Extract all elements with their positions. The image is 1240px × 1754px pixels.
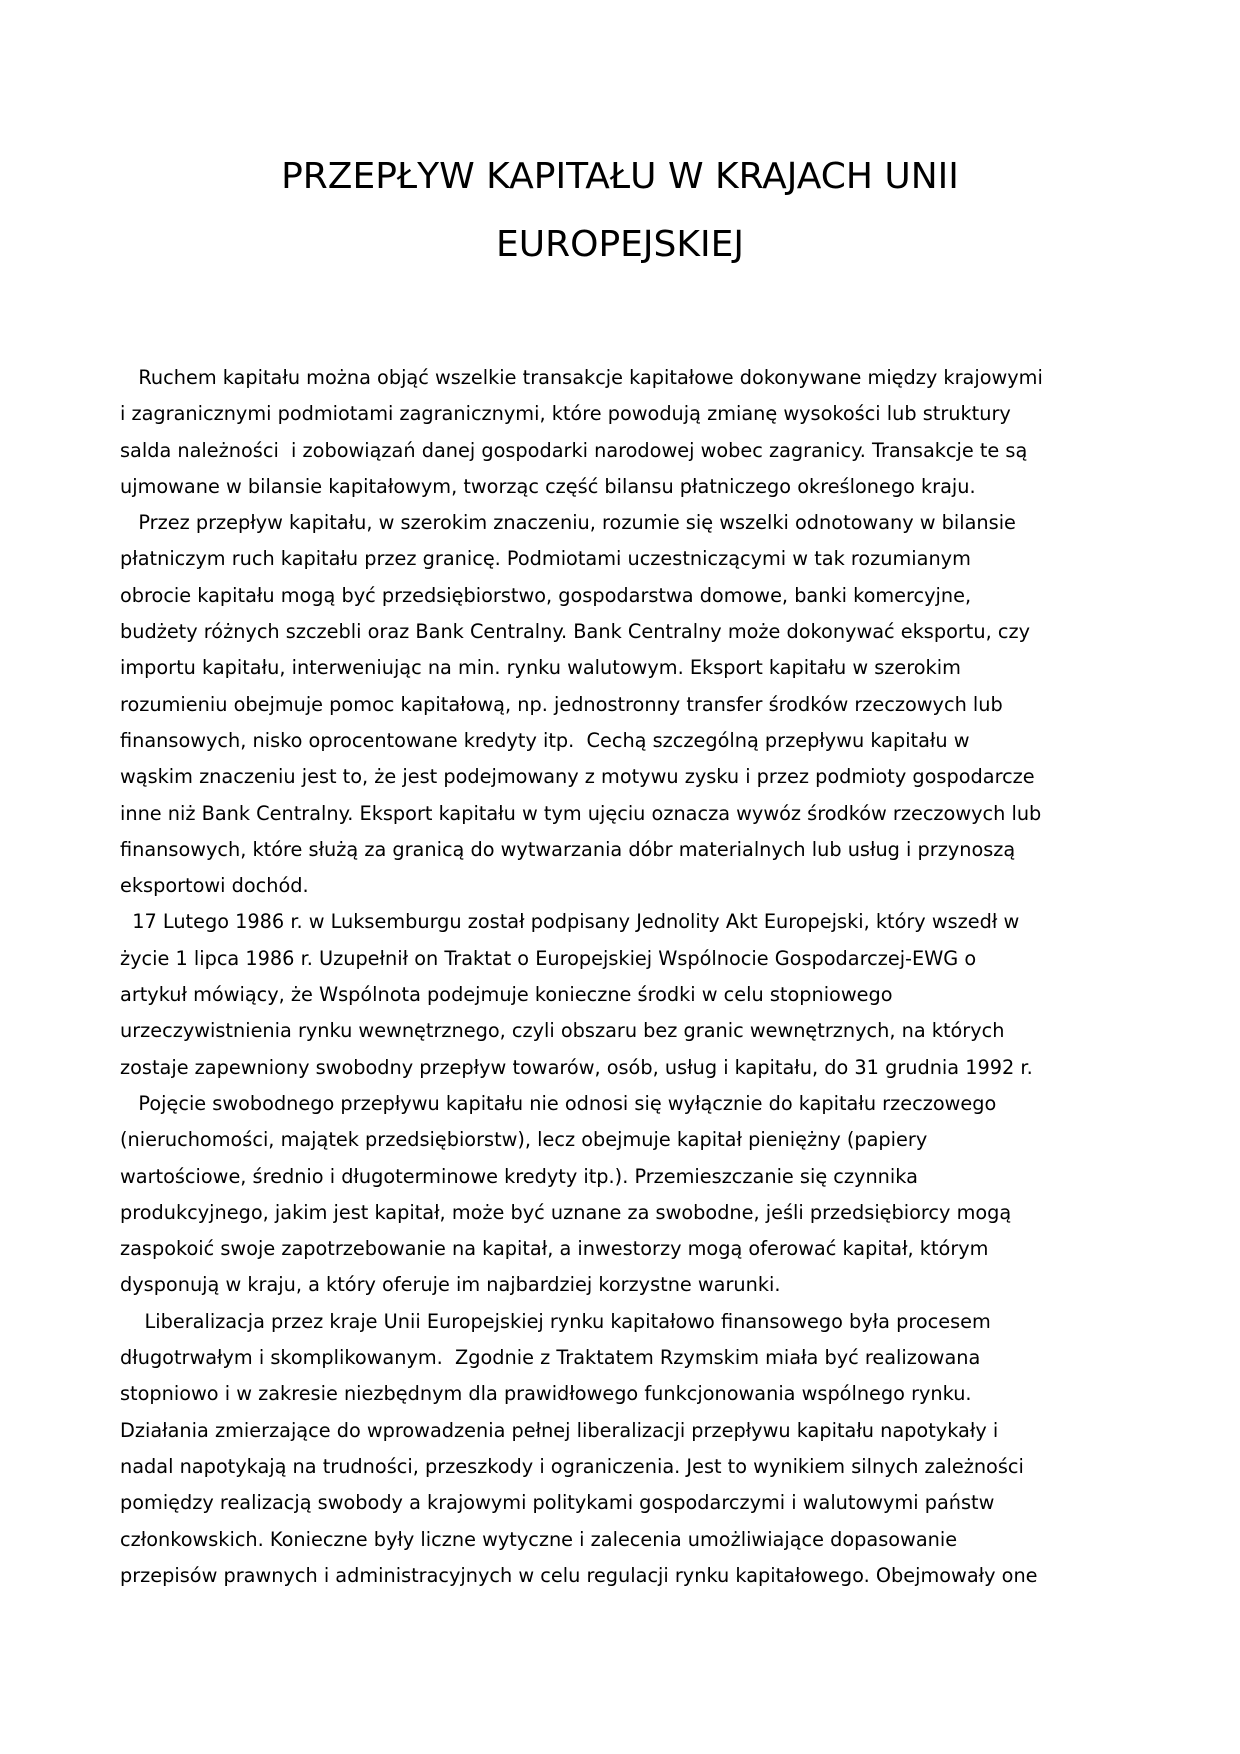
- text-line: Pojęcie swobodnego przepływu kapitału nie odnosi się wyłącznie do kapitału rzeczowego: [120, 1091, 997, 1115]
- text-line: inne niż Bank Centralny. Eksport kapitału w tym ujęciu oznacza wywóz środków rzeczowych lub: [120, 801, 1042, 825]
- document-title: [0, 143, 1240, 279]
- text-line: urzeczywistnienia rynku wewnętrznego, czyli obszaru bez granic wewnętrznych, na których: [120, 1019, 1005, 1043]
- text-line: wartościowe, średnio i długoterminowe kredyty itp.). Przemieszczanie się czynnika: [120, 1164, 918, 1188]
- text-line: wąskim znaczeniu jest to, że jest podejmowany z motywu zysku i przez podmioty gospodarcze: [120, 765, 1035, 789]
- text-line: rozumieniu obejmuje pomoc kapitałową, np. jednostronny transfer środków rzeczowych lub: [120, 692, 1003, 716]
- text-line: budżety różnych szczebli oraz Bank Centralny. Bank Centralny może dokonywać eksportu, czy: [120, 620, 1030, 644]
- text-line: ujmowane w bilansie kapitałowym, tworząc część bilansu płatniczego określonego kraju.: [120, 474, 976, 498]
- text-line: Przez przepływ kapitału, w szerokim znaczeniu, rozumie się wszelki odnotowany w bilansie: [120, 511, 1016, 535]
- text-line: pomiędzy realizacją swobody a krajowymi politykami gospodarczymi i walutowymi państw: [120, 1491, 995, 1515]
- text-line: finansowych, nisko oprocentowane kredyty itp. Cechą szczególną przepływu kapitału w: [120, 728, 970, 752]
- text-line: Ruchem kapitału można objąć wszelkie transakcje kapitałowe dokonywane między krajowymi: [120, 366, 1043, 389]
- title-line-1: PRZEPŁYW KAPITAŁU W KRAJACH UNII: [281, 156, 959, 197]
- text-line: życie 1 lipca 1986 r. Uzupełnił on Traktat o Europejskiej Wspólnocie Gospodarczej-EWG o: [120, 946, 977, 970]
- text-line: (nieruchomości, majątek przedsiębiorstw), lecz obejmuje kapitał pieniężny (papiery: [120, 1128, 928, 1152]
- text-line: importu kapitału, interweniując na min. rynku walutowym. Eksport kapitału w szerokim: [120, 656, 961, 680]
- text-line: finansowych, które służą za granicą do wytwarzania dóbr materialnych lub usług i przynoszą: [120, 837, 1016, 861]
- text-line: przepisów prawnych i administracyjnych w celu regulacji rynku kapitałowego. Obejmowały one: [120, 1563, 1038, 1587]
- document-body: [120, 360, 1130, 1594]
- text-line: artykuł mówiący, że Wspólnota podejmuje konieczne środki w celu stopniowego: [120, 983, 893, 1007]
- text-line: eksportowi dochód.: [120, 874, 309, 898]
- text-line: nadal napotykają na trudności, przeszkody i ograniczenia. Jest to wynikiem silnych zależności: [120, 1454, 1024, 1478]
- text-line: produkcyjnego, jakim jest kapitał, może być uznane za swobodne, jeśli przedsiębiorcy mogą: [120, 1200, 1012, 1224]
- text-line: 17 Lutego 1986 r. w Luksemburgu został podpisany Jednolity Akt Europejski, który wszedł w: [120, 910, 1020, 934]
- text-line: i zagranicznymi podmiotami zagranicznymi, które powodują zmianę wysokości lub struktury: [120, 402, 1011, 426]
- text-line: Działania zmierzające do wprowadzenia pełnej liberalizacji przepływu kapitału napotykały i: [120, 1418, 999, 1442]
- text-line: salda należności i zobowiązań danej gospodarki narodowej wobec zagranicy. Transakcje te są: [120, 438, 1028, 462]
- title-line-2: EUROPEJSKIEJ: [496, 224, 744, 265]
- text-line: dysponują w kraju, a który oferuje im najbardziej korzystne warunki.: [120, 1273, 781, 1297]
- text-line: długotrwałym i skomplikowanym. Zgodnie z Traktatem Rzymskim miała być realizowana: [120, 1346, 981, 1370]
- text-line: zaspokoić swoje zapotrzebowanie na kapitał, a inwestorzy mogą oferować kapitał, którym: [120, 1237, 989, 1261]
- text-line: członkowskich. Konieczne były liczne wytyczne i zalecenia umożliwiające dopasowanie: [120, 1527, 958, 1551]
- text-line: obrocie kapitału mogą być przedsiębiorstwo, gospodarstwa domowe, banki komercyjne,: [120, 583, 972, 607]
- text-line: Liberalizacja przez kraje Unii Europejskiej rynku kapitałowo finansowego była procesem: [120, 1309, 991, 1333]
- text-line: zostaje zapewniony swobodny przepływ towarów, osób, usług i kapitału, do 31 grudnia 1992 r.: [120, 1055, 1033, 1079]
- text-line: stopniowo i w zakresie niezbędnym dla prawidłowego funkcjonowania wspólnego rynku.: [120, 1382, 972, 1406]
- text-line: płatniczym ruch kapitału przez granicę. Podmiotami uczestniczącymi w tak rozumianym: [120, 547, 971, 571]
